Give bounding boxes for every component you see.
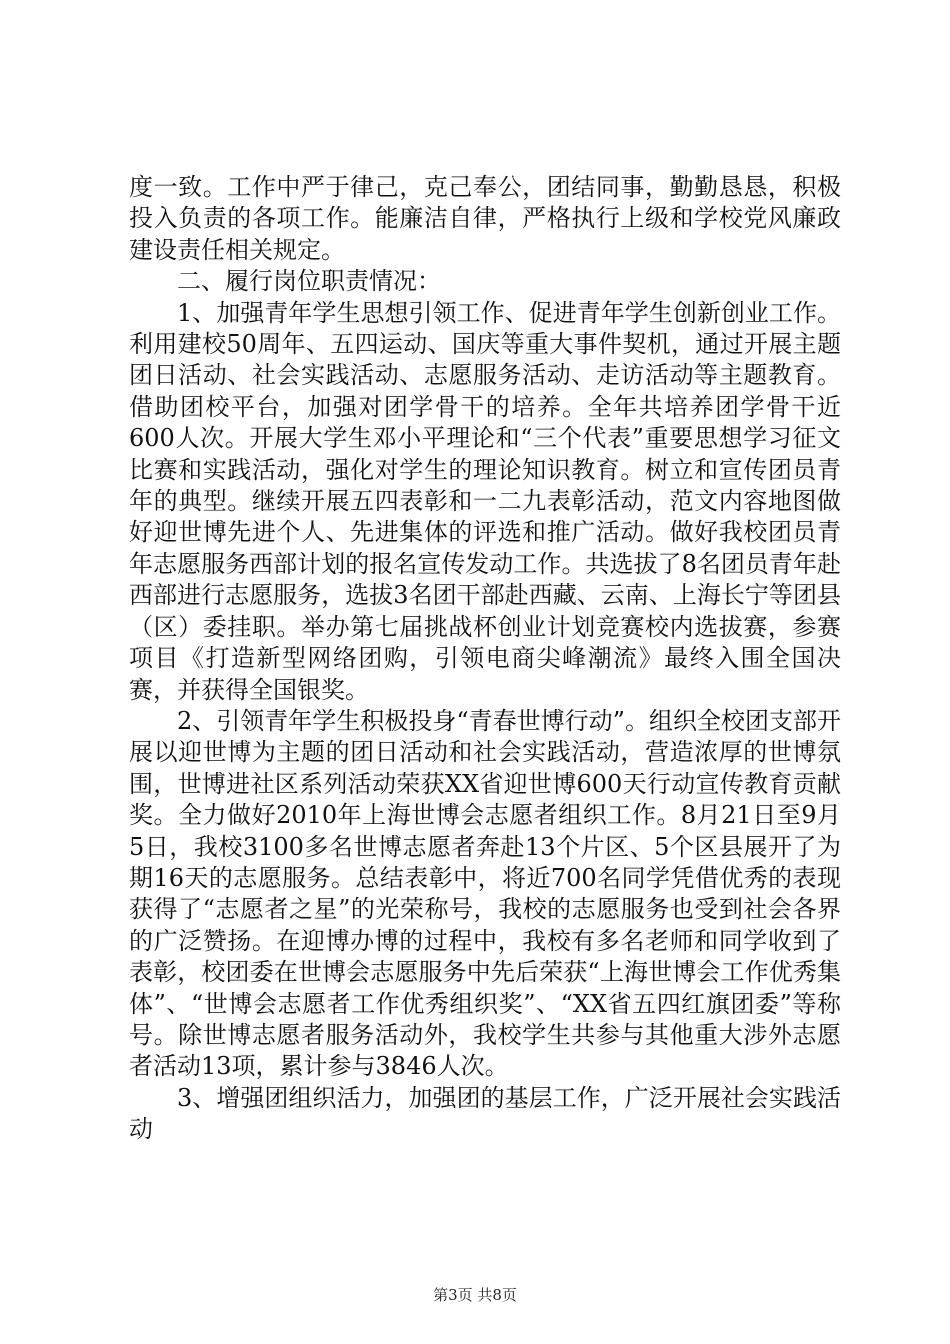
paragraph-item-3: 3、增强团组织活力，加强团的基层工作，广泛开展社会实践活动 [129,1083,841,1144]
paragraph-continuation: 度一致。工作中严于律己，克己奉公，团结同事，勤勤恳恳，积极投入负责的各项工作。能廉洁自律，严格执行上级和学校党风廉政建设责任相关规定。 [129,173,841,264]
page-number-footer: 第3页 共8页 [433,1286,517,1304]
paragraph-item-1: 1、加强青年学生思想引领工作、促进青年学生创新创业工作。利用建校50周年、五四运动、国庆等重大事件契机，通过开展主题团日活动、社会实践活动、志愿服务活动、走访活动等主题教育。借助团校平台，加强对团学骨干的培养。全年共培养团学骨干近600人次。开展大学生邓小平理论和“三个代表”重要思想学习征文比赛和实践活动，强化对学生的理论知识教育。树立和宣传团员青年的典型。继续开展五四表彰和一二九表彰活动，范文内容地图做好迎世博先进个人、先进集体的评选和推广活动。做好我校团员青年志愿服务西部计划的报名宣传发动工作。共选拔了8名团员青年赴西部进行志愿服务，选拔3名团干部赴西藏、云南、上海长宁等团县（区）委挂职。举办第七届挑战杯创业计划竞赛校内选拔赛，参赛项目《打造新型网络团购，引领电商尖峰潮流》最终入围全国决赛，并获得全国银奖。 [129,298,841,704]
section-heading: 二、履行岗位职责情况： [177,267,441,296]
document-body [129,172,841,1146]
paragraph-item-2: 2、引领青年学生积极投身“青春世博行动”。组织全校团支部开展以迎世博为主题的团日活动和社会实践活动，营造浓厚的世博氛围，世博进社区系列活动荣获XX省迎世博600天行动宣传教育贡献奖。全力做好2010年上海世博会志愿者组织工作。8月21日至9月5日，我校3100多名世博志愿者奔赴13个片区、5个区县展开了为期16天的志愿服务。总结表彰中，将近700名同学凭借优秀的表现获得了“志愿者之星”的光荣称号，我校的志愿服务也受到社会各界的广泛赞扬。在迎博办博的过程中，我校有多名老师和同学收到了表彰，校团委在世博会志愿服务中先后荣获“上海世博会工作优秀集体”、“世博会志愿者工作优秀组织奖”、“XX省五四红旗团委”等称号。除世博志愿者服务活动外，我校学生共参与其他重大涉外志愿者活动13项，累计参与3846人次。 [129,706,841,1081]
